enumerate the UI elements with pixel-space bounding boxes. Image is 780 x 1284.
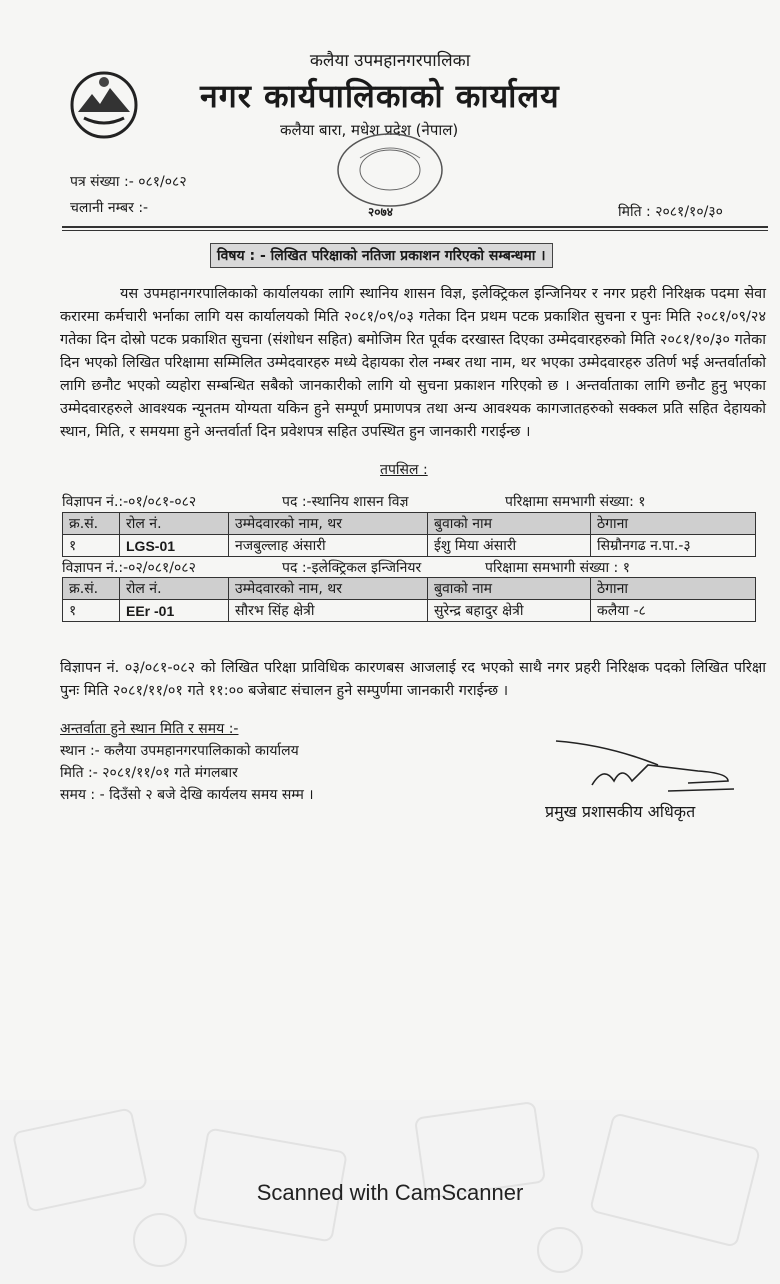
col-address: ठेगाना: [591, 578, 756, 600]
ad2-results-table: [62, 577, 756, 622]
cell-father: ईशु मिया अंसारी: [428, 535, 591, 557]
intro-paragraph: यस उपमहानगरपालिकाको कार्यालयका लागि स्थानिय शासन विज्ञ, इलेक्ट्रिकल इन्जिनियर र नगर प्रहरी निरिक्षक पदमा सेवा करारमा कर्मचारी भर्नाका लागि यस कार्यालयको मिति २०८१/०९/०३ गतेका दिन प्रथम पटक प्रकाशित सुचना र पुनः मिति २०८१/०९/२४ गतेका दिन दोस्रो पटक प्रकाशित सुचना (संशोधन सहित) बमोजिम रित पूर्वक दरखास्त दिएका उम्मेदवारहरुको मिति २०८१/१०/३० गतेका दिन भएको लिखित परिक्षामा सम्मिलित उम्मेदवारहरु मध्ये देहायका रोल नम्बर तथा नाम, थर भएका उम्मेदवारहरु उतिर्ण भई अन्तर्वार्ताको लागि छनौट भएको व्यहोरा सम्बन्धित सबैको जानकारीको लागि यो सुचना प्रकाशन गरिएको छ । अन्तर्वाताका लागि छनौट हुनु भएका उम्मेदवारहरुले आवश्यक न्यूनतम योग्यता यकिन हुने सम्पूर्ण प्रमाणपत्र तथा अन्य आवश्यक कागजातहरुको सक्कल प्रति सहित देहायको स्थान, मिति, र समयमा हुने अन्तर्वार्ता दिन प्रवेशपत्र सहित उपस्थित हुन जानकारी गराईन्छ ।: [60, 286, 766, 440]
cell-name: नजबुल्लाह अंसारी: [229, 535, 428, 557]
ad1-number: विज्ञापन नं.:-०१/०८१-०८२: [62, 494, 197, 510]
cell-roll: LGS-01: [120, 535, 229, 557]
stamp-year: २०७४: [368, 205, 393, 219]
venue-date: मिति :- २०८१/११/०१ गते मंगलबार: [60, 765, 238, 781]
cancellation-note: विज्ञापन नं. ०३/०८१-०८२ को लिखित परिक्षा प्राविधिक कारणबस आजलाई रद भएको साथै नगर प्रहरी निरिक्षक पदको लिखित परिक्षा पुनः मिति २०८१/११/०१ गते ११:०० बजेबाट संचालन हुने सम्पुर्णमा जानकारी गराईन्छ ।: [60, 660, 766, 699]
ad1-examinees: परिक्षामा समभागी संख्या: १: [505, 494, 646, 510]
cell-roll: EEr -01: [120, 600, 229, 622]
table-row: [63, 600, 756, 622]
col-serial: क्र.सं.: [63, 513, 120, 535]
tapsil-heading: तपसिल :: [380, 462, 428, 478]
header-divider-thin: [62, 230, 768, 231]
nepal-emblem-icon: [64, 70, 144, 140]
subject-line: विषय : - लिखित परिक्षाको नतिजा प्रकाशन गरिएको सम्बन्धमा ।: [210, 243, 553, 268]
venue-time: समय : - दिउँसो २ बजे देखि कार्यलय समय सम्म ।: [60, 787, 314, 803]
col-roll: रोल नं.: [120, 578, 229, 600]
ad2-post: पद :-इलेक्ट्रिकल इन्जिनियर: [282, 560, 422, 576]
ad1-post: पद :-स्थानिय शासन विज्ञ: [282, 494, 409, 510]
signer-title: प्रमुख प्रशासकीय अधिकृत: [545, 802, 696, 821]
table-header-row: [63, 513, 756, 535]
table-header-row: [63, 578, 756, 600]
camscanner-watermark: Scanned with CamScanner: [256, 1180, 524, 1205]
signature-icon: [548, 735, 748, 805]
office-address: कलैया बारा, मधेश प्रदेश (नेपाल): [280, 121, 459, 139]
cell-name: सौरभ सिंह क्षेत्री: [229, 600, 428, 622]
col-father: बुवाको नाम: [428, 578, 591, 600]
dispatch-number: चलानी नम्बर :-: [70, 200, 149, 216]
table-row: [63, 535, 756, 557]
col-address: ठेगाना: [591, 513, 756, 535]
col-serial: क्र.सं.: [63, 578, 120, 600]
col-name: उम्मेदवारको नाम, थर: [229, 513, 428, 535]
cell-father: सुरेन्द्र बहादुर क्षेत्री: [428, 600, 591, 622]
col-name: उम्मेदवारको नाम, थर: [229, 578, 428, 600]
col-father: बुवाको नाम: [428, 513, 591, 535]
ad2-examinees: परिक्षामा समभागी संख्या : १: [485, 560, 630, 576]
venue-place: स्थान :- कलैया उपमहानगरपालिकाको कार्यालय: [60, 743, 299, 759]
office-title: नगर कार्यपालिकाको कार्यालय: [200, 77, 560, 115]
document-date: मिति : २०८१/१०/३०: [618, 204, 723, 220]
venue-heading: अन्तर्वाता हुने स्थान मिति र समय :-: [60, 721, 239, 737]
letter-number: पत्र संख्या :- ०८१/०८२: [70, 174, 187, 190]
cell-address: कलैया -८: [591, 600, 756, 622]
ad2-number: विज्ञापन नं.:-०२/०८१/०८२: [62, 560, 196, 576]
cell-serial: १: [63, 600, 120, 622]
col-roll: रोल नं.: [120, 513, 229, 535]
header-divider: [62, 226, 768, 228]
municipality-name: कलैया उपमहानगरपालिका: [309, 51, 471, 71]
cell-address: सिम्रौनगढ न.पा.-३: [591, 535, 756, 557]
cell-serial: १: [63, 535, 120, 557]
ad1-results-table: [62, 512, 756, 557]
